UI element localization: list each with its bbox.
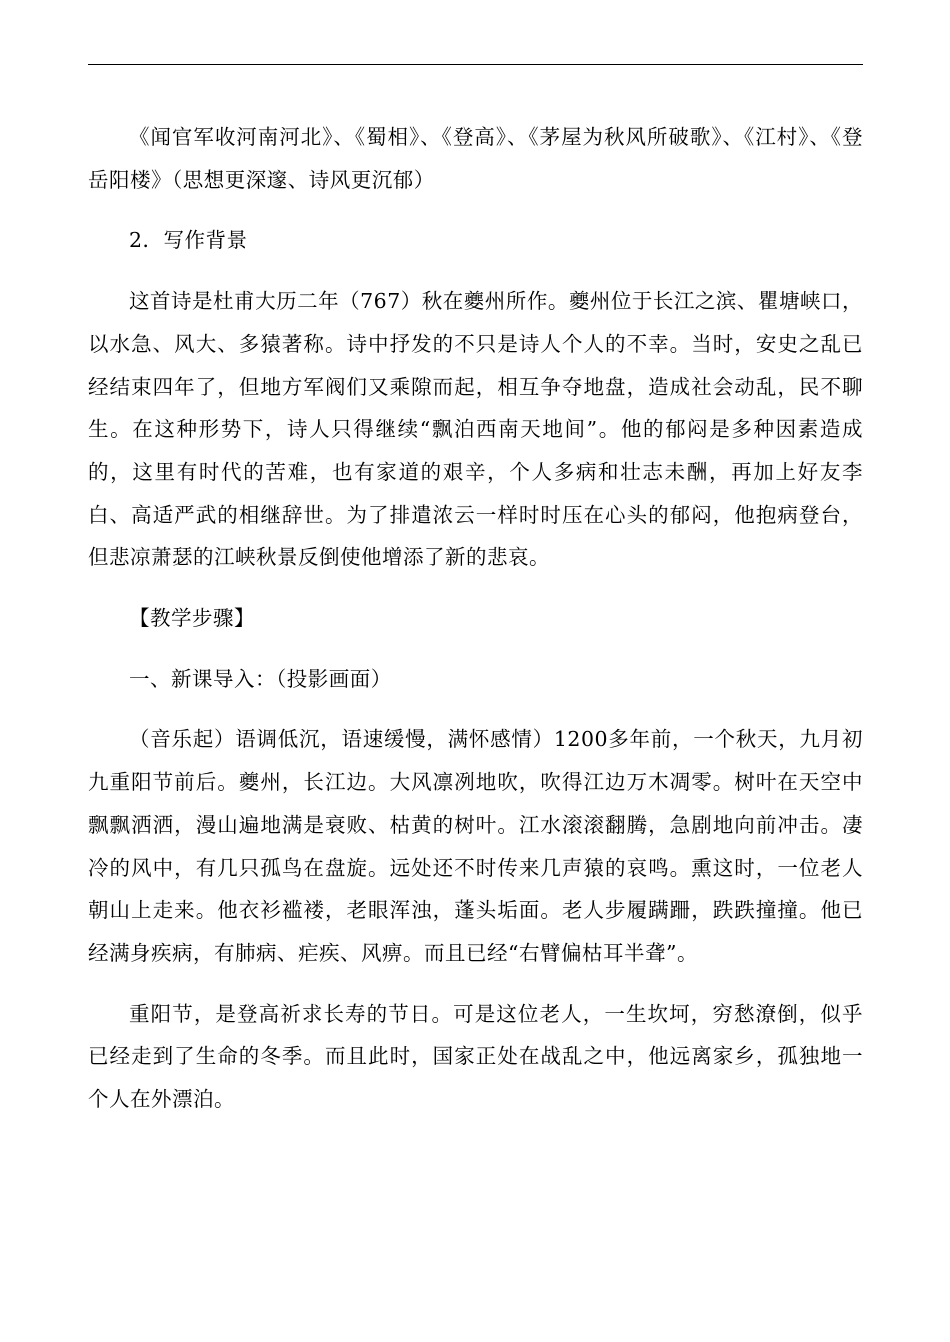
chongyang-paragraph: 重阳节，是登高祈求长寿的节日。可是这位老人，一生坎坷，穷愁潦倒，似乎已经走到了生命的冬季。而且此时，国家正处在战乱之中，他远离家乡，孤独地一个人在外漂泊。 [88,1001,863,1112]
teaching-steps-heading: 【教学步骤】 [129,606,255,631]
intro-paragraph: （音乐起）语调低沉，语速缓慢，满怀感情）1200多年前，一个秋天，九月初九重阳节前后。夔州，长江边。大风凛冽地吹，吹得江边万木凋零。树叶在天空中飘飘洒洒，漫山遍地满是衰败、枯黄的树叶。江水滚滚翻腾，急剧地向前冲击。凄冷的风中，有几只孤鸟在盘旋。远处还不时传来几声猿的哀鸣。熏这时，一位老人朝山上走来。他衣衫褴褛，老眼浑浊，蓬头垢面。老人步履蹒跚，跌跌撞撞。他已经满身疾病，有肺病、疟疾、风痹。而且已经“右臂偏枯耳半聋”。 [88,727,863,965]
header-rule [88,64,863,65]
section-heading-writing-background: 2．写作背景 [129,228,248,253]
works-list-paragraph: 《闻官军收河南河北》、《蜀相》、《登高》、《茅屋为秋风所破歌》、《江村》、《登岳阳楼》（思想更深邃、诗风更沉郁） [88,125,863,192]
step-one-heading: 一、新课导入：（投影画面） [129,666,392,691]
document-body [88,116,863,1121]
background-paragraph: 这首诗是杜甫大历二年（767）秋在夔州所作。夔州位于长江之滨、瞿塘峡口，以水急、风大、多猿著称。诗中抒发的不只是诗人个人的不幸。当时，安史之乱已经结束四年了，但地方军阀们又乘隙而起，相互争夺地盘，造成社会动乱，民不聊生。在这种形势下，诗人只得继续“飘泊西南天地间”。他的郁闷是多种因素造成的，这里有时代的苦难，也有家道的艰辛，个人多病和壮志未酬，再加上好友李白、高适严武的相继辞世。为了排遣浓云一样时时压在心头的郁闷，他抱病登台，但悲凉萧瑟的江峡秋景反倒使他增添了新的悲哀。 [88,289,863,570]
